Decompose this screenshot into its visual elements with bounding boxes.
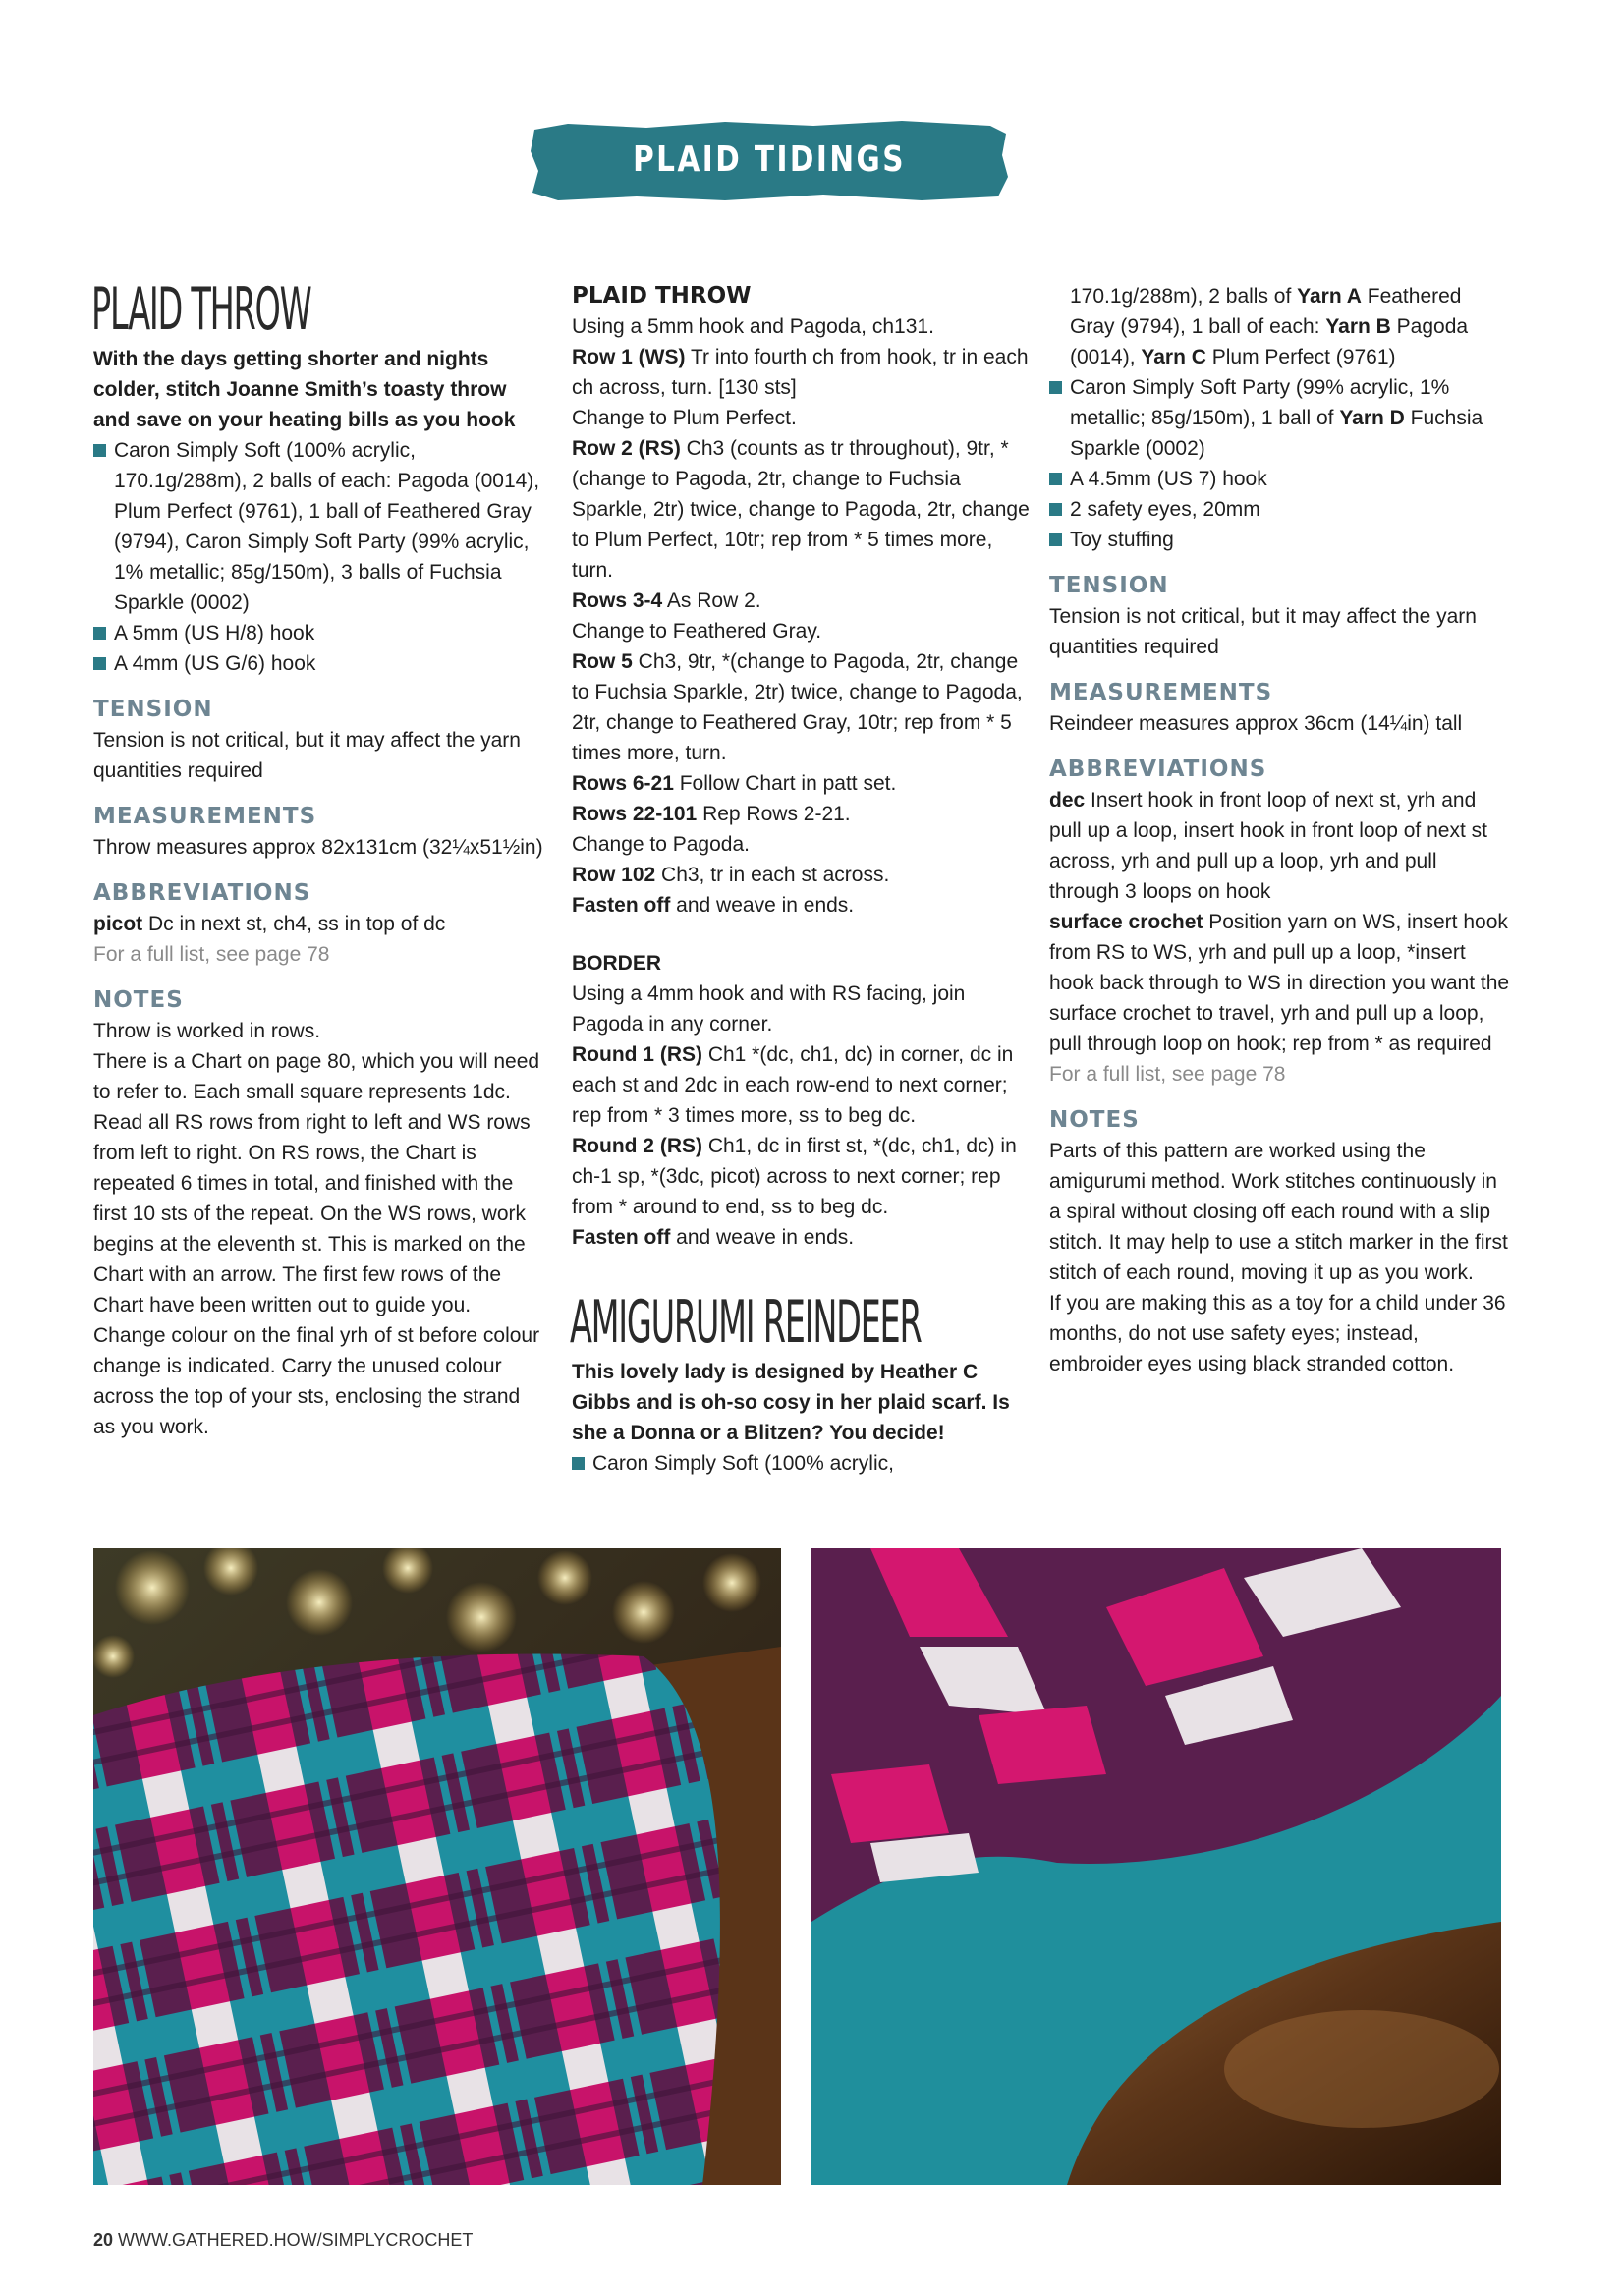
- measurements-text: Reindeer measures approx 36cm (14¼in) tall: [1049, 712, 1463, 735]
- border-heading: BORDER: [572, 952, 662, 975]
- square-bullet-icon: [93, 627, 106, 640]
- tension-text: Tension is not critical, but it may affect the yarn quantities required: [1049, 605, 1477, 658]
- square-bullet-icon: [1049, 503, 1062, 516]
- material-item: 2 safety eyes, 20mm: [1049, 494, 1511, 525]
- material-item: Toy stuffing: [1049, 525, 1511, 555]
- plaid-closeup-photo-illustration: [812, 1548, 1501, 2185]
- column-plaid-throw-pattern: [572, 281, 1034, 1479]
- banner-title: PLAID TIDINGS COLLECTION: [633, 140, 906, 268]
- border-start: Using a 4mm hook and with RS facing, join Pagoda in any corner.: [572, 982, 966, 1036]
- fasten-off: Fasten off and weave in ends.: [572, 1226, 855, 1249]
- tension-heading: TENSION: [1049, 573, 1169, 598]
- border-round: Round 1 (RS) Ch1 *(dc, ch1, dc) in corner, dc in each st and 2dc in each row-end to next corner; rep from * 3 times more, ss to beg dc.: [572, 1043, 1014, 1127]
- material-item: A 4mm (US G/6) hook: [93, 648, 545, 679]
- square-bullet-icon: [93, 444, 106, 457]
- page-number: 20: [93, 2230, 114, 2250]
- material-item: Caron Simply Soft Party (99% acrylic, 1% metallic; 85g/150m), 1 ball of Yarn D Fuchsia Sparkle (0002): [1049, 372, 1511, 464]
- border-round: Round 2 (RS) Ch1, dc in first st, *(dc, ch1, dc) in ch-1 sp, *(3dc, picot) across to next corner; rep from * around to end, ss to beg dc.: [572, 1135, 1017, 1218]
- abbreviations-heading: ABBREVIATIONS: [93, 880, 311, 906]
- pattern-heading: PLAID THROW: [572, 283, 752, 308]
- plaid-throw-title: PLAID THROW: [91, 275, 311, 344]
- square-bullet-icon: [1049, 473, 1062, 485]
- reindeer-materials-cont: [1049, 372, 1511, 555]
- column-reindeer-pattern: [1049, 281, 1511, 1379]
- reindeer-intro: This lovely lady is designed by Heather C Gibbs and is oh-so cosy in her plaid scarf. Is she a Donna or a Blitzen? You decide!: [572, 1361, 1010, 1444]
- colour-change: Change to Feathered Gray.: [572, 620, 822, 643]
- material-item: A 5mm (US H/8) hook: [93, 618, 545, 648]
- amigurumi-reindeer-title: AMIGURUMI REINDEER: [570, 1288, 922, 1357]
- notes-heading: NOTES: [1049, 1107, 1140, 1133]
- abbreviation-picot: picot Dc in next st, ch4, ss in top of dc: [93, 913, 446, 935]
- pattern-row: Row 102 Ch3, tr in each st across.: [572, 864, 890, 886]
- material-item: Caron Simply Soft (100% acrylic, 170.1g/288m), 2 balls of each: Pagoda (0014), Plum Perfect (9761), 1 ball of Feathered Gray (9794), Caron Simply Soft Party (99% acrylic, 1% metallic; 85g/150m), 3 balls of Fuchsia Sparkle (0002): [93, 435, 545, 618]
- colour-change: Change to Pagoda.: [572, 833, 750, 856]
- column-plaid-throw-intro: [93, 275, 545, 1442]
- tension-heading: TENSION: [93, 697, 213, 722]
- fasten-off: Fasten off and weave in ends.: [572, 894, 855, 917]
- full-list-link[interactable]: For a full list, see page 78: [93, 943, 330, 966]
- measurements-text: Throw measures approx 82x131cm (32¼x51½in): [93, 836, 543, 859]
- pattern-row: Row 1 (WS) Tr into fourth ch from hook, tr in each ch across, turn. [130 sts]: [572, 346, 1029, 399]
- material-item: Caron Simply Soft (100% acrylic,: [572, 1448, 1034, 1479]
- pattern-row: Rows 22-101 Rep Rows 2-21.: [572, 803, 851, 825]
- plaid-throw-photo-illustration: [93, 1548, 781, 2185]
- notes-text: There is a Chart on page 80, which you will need to refer to. Each small square represents 1dc. Read all RS rows from right to left and WS rows from left to right. On RS rows, the Chart is repeated 6 times in total, and finished with the first 10 sts of the repeat. On the WS rows, work begins at the eleventh st. This is marked on the Chart with an arrow. The first few rows of the Chart have been written out to guide you. Change colour on the final yrh of st before colour change is indicated. Carry the unused colour across the top of your sts, enclosing the strand as you work.: [93, 1050, 540, 1438]
- reindeer-materials: [572, 1448, 1034, 1479]
- pattern-row: Row 5 Ch3, 9tr, *(change to Pagoda, 2tr, change to Fuchsia Sparkle, 2tr) twice, change to Pagoda, 2tr, change to Feathered Gray, 10tr; rep from * 5 times more, turn.: [572, 650, 1023, 764]
- photo-plaid-closeup: [812, 1548, 1501, 2185]
- colour-change: Change to Plum Perfect.: [572, 407, 797, 429]
- notes-text: Throw is worked in rows.: [93, 1020, 321, 1042]
- plaid-throw-intro: With the days getting shorter and nights colder, stitch Joanne Smith’s toasty throw and save on your heating bills as you hook: [93, 348, 516, 431]
- pattern-start: Using a 5mm hook and Pagoda, ch131.: [572, 315, 934, 338]
- full-list-link[interactable]: For a full list, see page 78: [1049, 1063, 1286, 1086]
- plaid-throw-materials: [93, 435, 545, 679]
- website-url[interactable]: WWW.GATHERED.HOW/SIMPLYCROCHET: [113, 2230, 474, 2250]
- measurements-heading: MEASUREMENTS: [1049, 680, 1273, 705]
- pattern-row: Rows 6-21 Follow Chart in patt set.: [572, 772, 897, 795]
- pattern-row: Row 2 (RS) Ch3 (counts as tr throughout), 9tr, *(change to Pagoda, 2tr, change to Fuchsia Sparkle, 2tr) twice, change to Pagoda, 2tr, change to Plum Perfect, 10tr; rep from * 5 times more, turn.: [572, 437, 1030, 582]
- notes-text: If you are making this as a toy for a child under 36 months, do not use safety eyes; instead, embroider eyes using black stranded cotton.: [1049, 1292, 1506, 1375]
- abbreviation-dec: dec Insert hook in front loop of next st, yrh and pull up a loop, insert hook in front loop of next st across, yrh and pull up a loop, yrh and pull through 3 loops on hook: [1049, 789, 1487, 903]
- measurements-heading: MEASUREMENTS: [93, 804, 317, 829]
- square-bullet-icon: [1049, 533, 1062, 546]
- photo-plaid-throw: [93, 1548, 781, 2185]
- abbreviation-surface-crochet: surface crochet Position yarn on WS, insert hook from RS to WS, yrh and pull up a loop, *insert hook back through to WS in direction you want the surface crochet to travel, yrh and pull up a loop, pull through loop on hook; rep from * as required: [1049, 911, 1510, 1055]
- page-footer: [93, 2230, 473, 2251]
- abbreviations-heading: ABBREVIATIONS: [1049, 756, 1267, 782]
- square-bullet-icon: [93, 657, 106, 670]
- square-bullet-icon: [1049, 381, 1062, 394]
- section-banner: [529, 116, 1010, 268]
- pattern-row: Rows 3-4 As Row 2.: [572, 589, 761, 612]
- notes-heading: NOTES: [93, 987, 184, 1013]
- tension-text: Tension is not critical, but it may affect the yarn quantities required: [93, 729, 521, 782]
- material-item: A 4.5mm (US 7) hook: [1049, 464, 1511, 494]
- square-bullet-icon: [572, 1457, 585, 1470]
- notes-text: Parts of this pattern are worked using the amigurumi method. Work stitches continuously in a spiral without closing off each round with a slip stitch. It may help to use a stitch marker in the first stitch of each round, moving it up as you work.: [1049, 1140, 1508, 1284]
- material-continued: 170.1g/288m), 2 balls of Yarn A Feathered Gray (9794), 1 ball of each: Yarn B Pagoda (0014), Yarn C Plum Perfect (9761): [1070, 285, 1469, 368]
